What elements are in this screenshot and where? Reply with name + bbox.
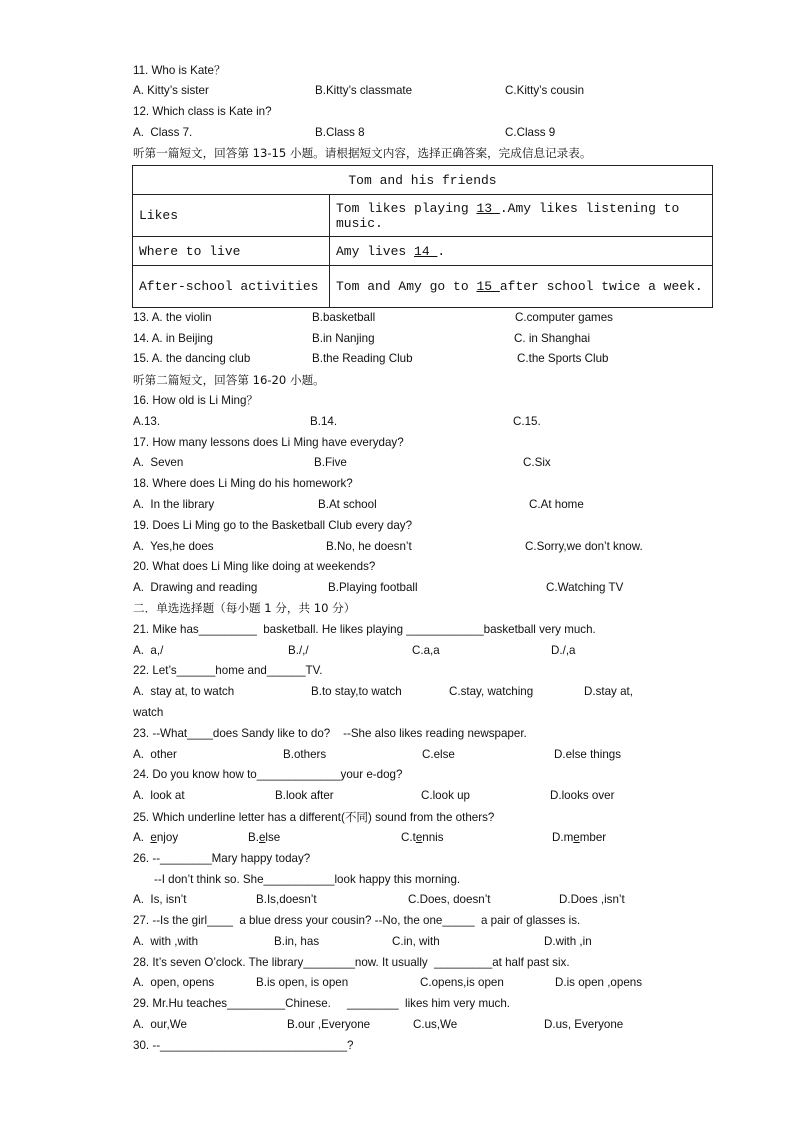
option-a: A. with ,with bbox=[133, 935, 199, 948]
option-d: D.else things bbox=[554, 748, 622, 761]
info-table bbox=[132, 165, 713, 308]
option-d: D.is open ,opens bbox=[555, 976, 643, 989]
option-b: B./,/ bbox=[288, 644, 309, 657]
question-19: 19. Does Li Ming go to the Basketball Club every day? bbox=[133, 519, 413, 532]
option-c: C.us,We bbox=[413, 1018, 458, 1031]
table-title: Tom and his friends bbox=[133, 166, 713, 195]
question-25: 25. Which underline letter has a different(不同) sound from the others? bbox=[133, 810, 495, 824]
option-b: B.look after bbox=[275, 789, 334, 802]
blank-13: 13 bbox=[476, 200, 500, 216]
option-b: B.in Nanjing bbox=[312, 332, 375, 345]
option-c: C.Six bbox=[523, 456, 551, 469]
question-11: 11. Who is Kate？ bbox=[133, 64, 226, 77]
option-d-continued: watch bbox=[133, 706, 164, 719]
question-30: 30. --_____________________________? bbox=[133, 1039, 354, 1052]
question-22: 22. Let’s______home and______TV. bbox=[133, 664, 323, 677]
question-23: 23. --What____does Sandy like to do? --She also likes reading newspaper. bbox=[133, 727, 527, 740]
option-d: D.looks over bbox=[550, 789, 615, 802]
question-26: 26. --________Mary happy today? bbox=[133, 852, 311, 865]
option-c: C.the Sports Club bbox=[517, 352, 609, 365]
question-20: 20. What does Li Ming like doing at weekends? bbox=[133, 560, 376, 573]
question-26-line-2: --I don’t think so. She___________look happy this morning. bbox=[154, 873, 461, 886]
section-heading: 二．单选选择题（每小题 1 分，共 10 分） bbox=[133, 601, 356, 615]
option-a: A. other bbox=[133, 748, 177, 761]
option-a: A. look at bbox=[133, 789, 185, 802]
option-b: B.Is,doesn’t bbox=[256, 893, 317, 906]
option-c: C.stay, watching bbox=[449, 685, 534, 698]
question-17: 17. How many lessons does Li Ming have everyday? bbox=[133, 436, 404, 449]
option-a: A. Is, isn’t bbox=[133, 893, 187, 906]
option-c: C.Class 9 bbox=[505, 126, 556, 139]
option-c: C.a,a bbox=[412, 644, 440, 657]
option-c: C.tennis bbox=[401, 831, 444, 844]
question-14: 14. A. in Beijing bbox=[133, 332, 213, 345]
option-b: B.Kitty’s classmate bbox=[315, 84, 413, 97]
table-label: Where to live bbox=[133, 237, 330, 266]
option-c: C.Sorry,we don’t know. bbox=[525, 540, 643, 553]
option-a: A. In the library bbox=[133, 498, 215, 511]
option-b: B.No, he doesn’t bbox=[326, 540, 412, 553]
question-13: 13. A. the violin bbox=[133, 311, 212, 324]
option-d: D.with ,in bbox=[544, 935, 592, 948]
option-b: B.is open, is open bbox=[256, 976, 349, 989]
option-b: B.Playing football bbox=[328, 581, 418, 594]
option-a: A. Class 7. bbox=[133, 126, 193, 139]
option-c: C. in Shanghai bbox=[514, 332, 591, 345]
table-cell: Amy lives 14 . bbox=[330, 237, 713, 266]
table-label: After-school activities bbox=[133, 266, 330, 308]
option-c: C.Kitty’s cousin bbox=[505, 84, 585, 97]
question-27: 27. --Is the girl____ a blue dress your cousin? --No, the one_____ a pair of glasses is. bbox=[133, 914, 581, 927]
option-c: C.Watching TV bbox=[546, 581, 624, 594]
option-a: A. Seven bbox=[133, 456, 184, 469]
option-d: D.us, Everyone bbox=[544, 1018, 624, 1031]
option-c: C.in, with bbox=[392, 935, 440, 948]
option-a: A. enjoy bbox=[133, 831, 179, 844]
question-29: 29. Mr.Hu teaches_________Chinese. ________ likes him very much. bbox=[133, 997, 511, 1010]
question-21: 21. Mike has_________ basketball. He likes playing ____________basketball very much. bbox=[133, 623, 596, 636]
section-instruction: 听第二篇短文，回答第 16-20 小题。 bbox=[133, 373, 325, 387]
option-a: A. stay at, to watch bbox=[133, 685, 235, 698]
option-b: B.Five bbox=[314, 456, 347, 469]
option-c: C.15. bbox=[513, 415, 541, 428]
blank-14: 14 bbox=[414, 243, 438, 259]
blank-15: 15 bbox=[476, 279, 500, 294]
option-b: B.Class 8 bbox=[315, 126, 365, 139]
option-c: C.look up bbox=[421, 789, 470, 802]
question-24: 24. Do you know how to_____________your e-dog? bbox=[133, 768, 403, 781]
table-label: Likes bbox=[133, 195, 330, 237]
option-c: C.else bbox=[422, 748, 455, 761]
option-b: B.our ,Everyone bbox=[287, 1018, 371, 1031]
option-b: B.basketball bbox=[312, 311, 376, 324]
option-b: B.At school bbox=[318, 498, 377, 511]
option-d: D.member bbox=[552, 831, 607, 844]
option-d: D./,a bbox=[551, 644, 576, 657]
question-12: 12. Which class is Kate in? bbox=[133, 105, 272, 118]
table-cell: Tom and Amy go to 15 after school twice a week. bbox=[330, 266, 713, 308]
option-d: D.Does ,isn’t bbox=[559, 893, 625, 906]
option-b: B.the Reading Club bbox=[312, 352, 413, 365]
option-a: A. Kitty’s sister bbox=[133, 84, 209, 97]
option-a: A.13. bbox=[133, 415, 161, 428]
option-b: B.in, has bbox=[274, 935, 320, 948]
option-b: B.to stay,to watch bbox=[311, 685, 402, 698]
question-18: 18. Where does Li Ming do his homework? bbox=[133, 477, 353, 490]
question-16: 16. How old is Li Ming？ bbox=[133, 394, 259, 407]
option-a: A. open, opens bbox=[133, 976, 215, 989]
option-b: B.else bbox=[248, 831, 281, 844]
option-b: B.others bbox=[283, 748, 327, 761]
question-15: 15. A. the dancing club bbox=[133, 352, 251, 365]
option-a: A. Drawing and reading bbox=[133, 581, 258, 594]
option-c: C.Does, doesn’t bbox=[408, 893, 491, 906]
option-c: C.At home bbox=[529, 498, 584, 511]
section-instruction: 听第一篇短文，回答第 13-15 小题。请根据短文内容，选择正确答案，完成信息记录表。 bbox=[133, 146, 592, 160]
option-a: A. Yes,he does bbox=[133, 540, 214, 553]
option-c: C.computer games bbox=[515, 311, 613, 324]
option-b: B.14. bbox=[310, 415, 338, 428]
question-28: 28. It’s seven O’clock. The library________now. It usually _________at half past six. bbox=[133, 956, 570, 969]
option-a: A. a,/ bbox=[133, 644, 164, 657]
table-cell: Tom likes playing 13 .Amy likes listening to music. bbox=[330, 195, 713, 237]
option-d: D.stay at, bbox=[584, 685, 633, 698]
option-a: A. our,We bbox=[133, 1018, 187, 1031]
option-c: C.opens,is open bbox=[420, 976, 504, 989]
